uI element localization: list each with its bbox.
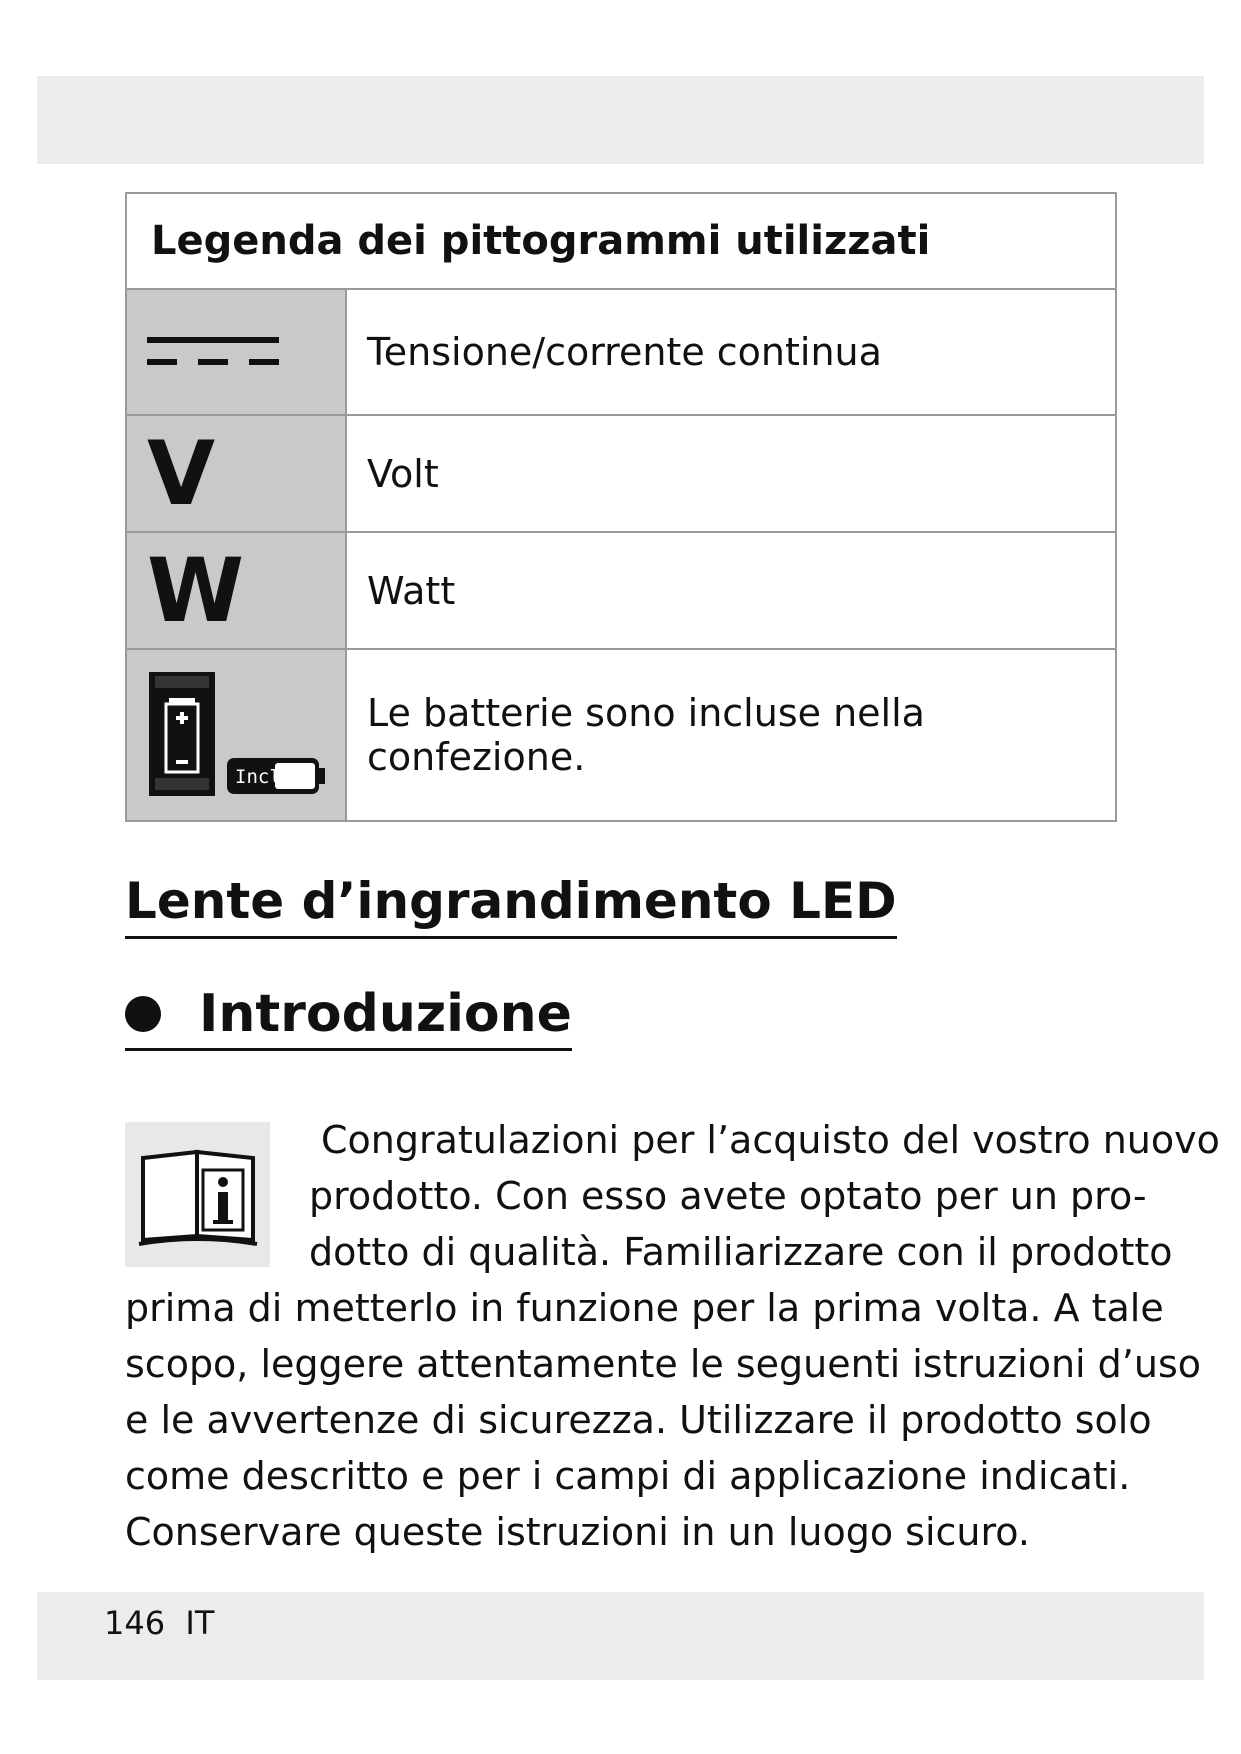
legend-row (127, 290, 1115, 416)
legend-row (127, 650, 1115, 820)
bullet-icon (125, 996, 161, 1032)
text-line: come descritto e per i campi di applicazione indicati. (125, 1454, 1131, 1498)
header-band (37, 76, 1204, 164)
legend-row (127, 533, 1115, 650)
legend-label: Le batterie sono incluse nella confezione. (367, 691, 925, 779)
incl-badge-label: Incl. (235, 766, 293, 788)
section-title: Introduzione (199, 984, 572, 1044)
text-line: Conservare queste istruzioni in un luogo sicuro. (125, 1510, 1030, 1554)
volt-symbol: V (147, 421, 216, 525)
pictogram-legend-table (125, 192, 1117, 822)
page-number: 146 (104, 1604, 166, 1642)
language-code: IT (185, 1604, 215, 1642)
page-footer (104, 1604, 214, 1642)
legend-label: Tensione/corrente continua (367, 330, 882, 374)
batteries-included-icon (127, 650, 347, 820)
page-title: Lente d’ingrandimento LED (125, 872, 897, 939)
legend-row (127, 416, 1115, 533)
dc-voltage-icon (127, 290, 347, 414)
watt-symbol: W (147, 538, 245, 642)
text-line: e le avvertenze di sicurezza. Utilizzare il prodotto solo (125, 1398, 1152, 1442)
text-line: prima di metterlo in funzione per la prima volta. A tale (125, 1286, 1164, 1330)
text-line: scopo, leggere attentamente le seguenti istruzioni d’uso (125, 1342, 1202, 1386)
legend-label: Watt (367, 568, 456, 613)
text-line: dotto di qualità. Familiarizzare con il prodotto (309, 1230, 1173, 1274)
text-line: Congratulazioni per l’acquisto del vostro nuovo (321, 1118, 1220, 1162)
section-heading (125, 984, 572, 1051)
intro-paragraph (125, 1112, 1220, 1560)
text-line: prodotto. Con esso avete optato per un pro- (309, 1174, 1147, 1218)
legend-title: Legenda dei pittogrammi utilizzati (127, 194, 1115, 290)
legend-label: Volt (367, 451, 439, 496)
